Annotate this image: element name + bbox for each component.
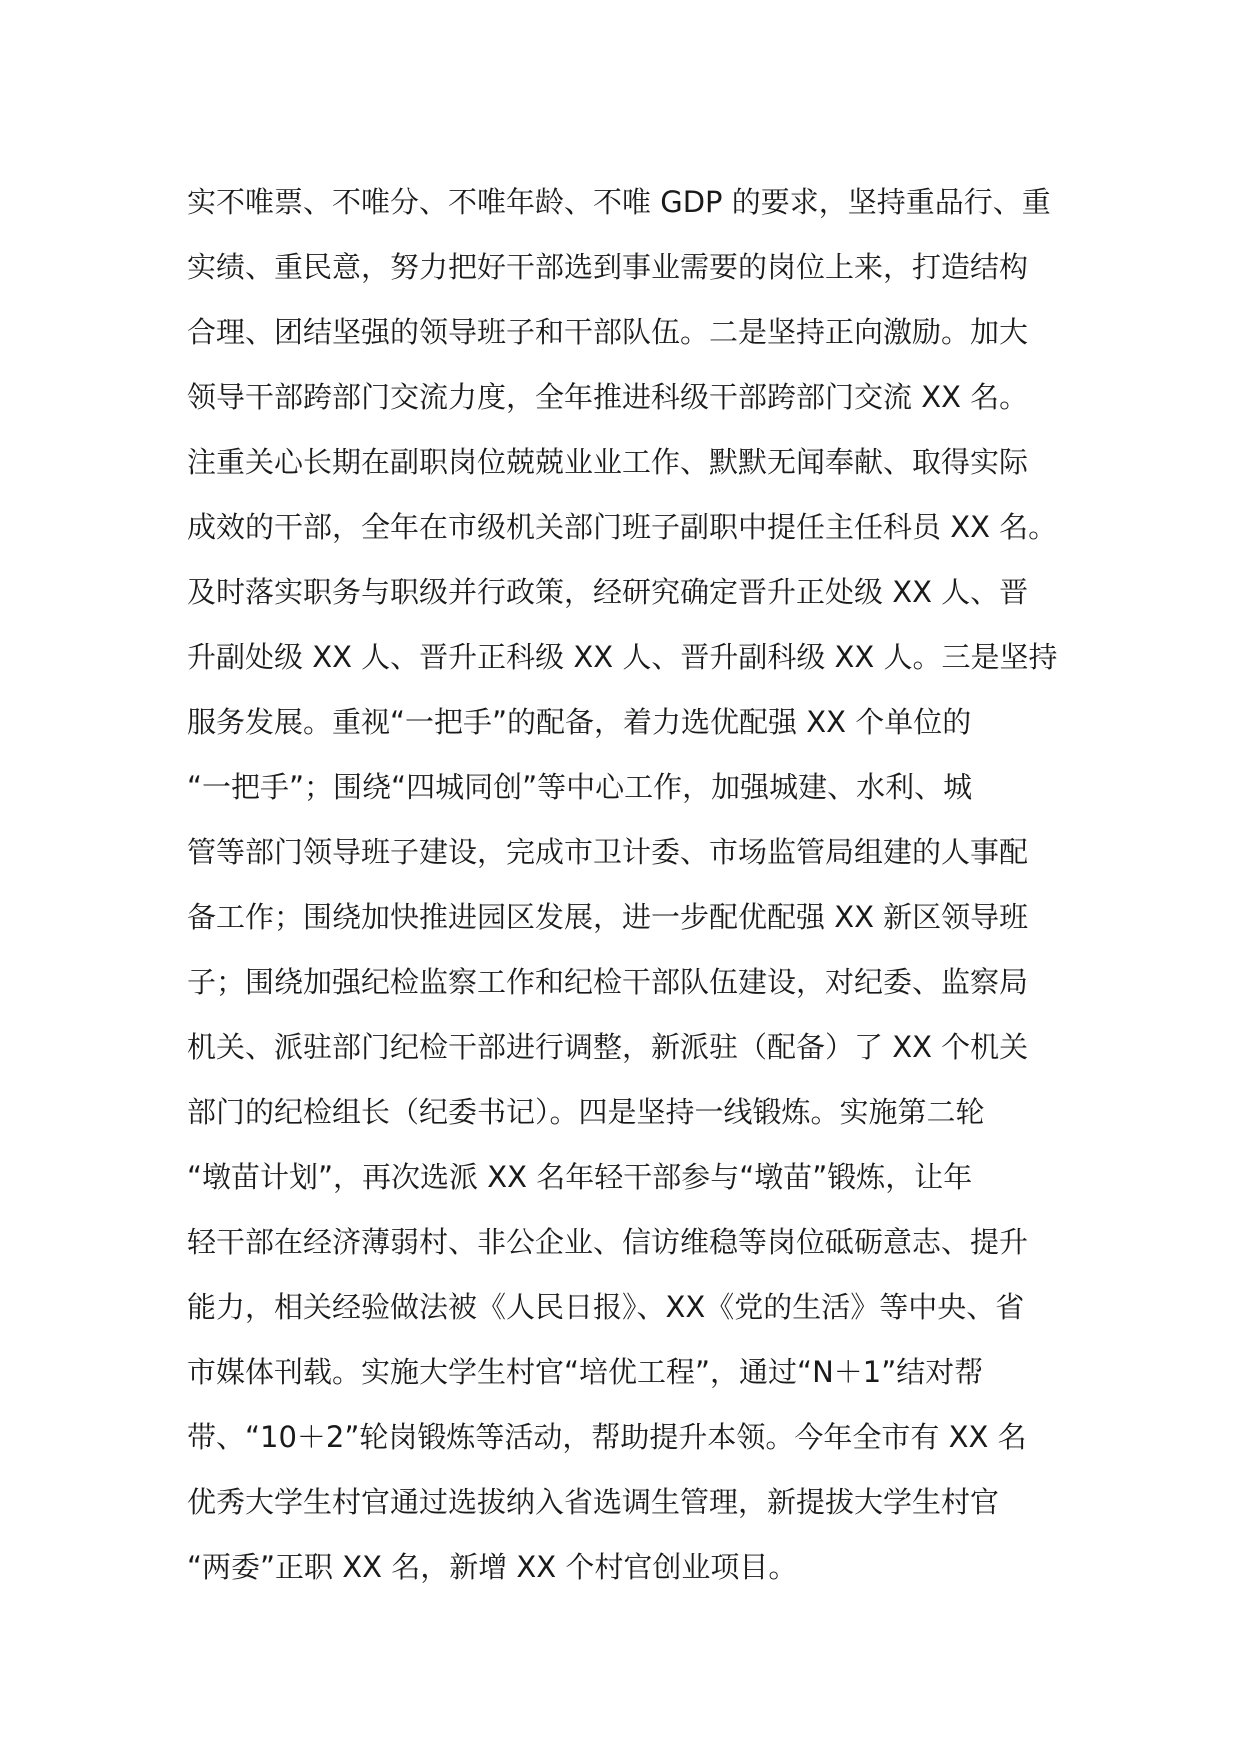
- paragraph-line: 轻干部在经济薄弱村、非公企业、信访维稳等岗位砥砺意志、提升: [187, 1225, 1029, 1259]
- paragraph-line: 领导干部跨部门交流力度，全年推进科级干部跨部门交流 XX 名。: [187, 380, 1029, 414]
- paragraph-line: 实不唯票、不唯分、不唯年龄、不唯 GDP 的要求，坚持重品行、重: [187, 185, 1051, 219]
- paragraph-line: “两委”正职 XX 名，新增 XX 个村官创业项目。: [187, 1550, 798, 1584]
- body-paragraph: [187, 170, 1067, 1600]
- paragraph-line: 市媒体刊载。实施大学生村官“培优工程”，通过“N＋1”结对帮: [187, 1355, 984, 1389]
- paragraph-line: 能力，相关经验做法被《人民日报》、XX《党的生活》等中央、省: [187, 1290, 1025, 1324]
- paragraph-line: 成效的干部，全年在市级机关部门班子副职中提任主任科员 XX 名。: [187, 510, 1058, 544]
- paragraph-line: 部门的纪检组长（纪委书记）。四是坚持一线锻炼。实施第二轮: [187, 1095, 985, 1129]
- paragraph-line: 及时落实职务与职级并行政策，经研究确定晋升正处级 XX 人、晋: [187, 575, 1029, 609]
- paragraph-line: “墩苗计划”，再次选派 XX 名年轻干部参与“墩苗”锻炼，让年: [187, 1160, 973, 1194]
- paragraph-line: 升副处级 XX 人、晋升正科级 XX 人、晋升副科级 XX 人。三是坚持: [187, 640, 1058, 674]
- paragraph-line: 服务发展。重视“一把手”的配备，着力选优配强 XX 个单位的: [187, 705, 972, 739]
- paragraph-line: 备工作；围绕加快推进园区发展，进一步配优配强 XX 新区领导班: [187, 900, 1029, 934]
- paragraph-line: 合理、团结坚强的领导班子和干部队伍。二是坚持正向激励。加大: [187, 315, 1029, 349]
- paragraph-line: 管等部门领导班子建设，完成市卫计委、市场监管局组建的人事配: [187, 835, 1029, 869]
- paragraph-line: 实绩、重民意，努力把好干部选到事业需要的岗位上来，打造结构: [187, 250, 1029, 284]
- paragraph-line: “一把手”；围绕“四城同创”等中心工作，加强城建、水利、城: [187, 770, 973, 804]
- paragraph-line: 子；围绕加强纪检监察工作和纪检干部队伍建设，对纪委、监察局: [187, 965, 1029, 999]
- paragraph-line: 优秀大学生村官通过选拔纳入省选调生管理，新提拔大学生村官: [187, 1485, 1000, 1519]
- paragraph-line: 带、“10＋2”轮岗锻炼等活动，帮助提升本领。今年全市有 XX 名: [187, 1420, 1027, 1454]
- paragraph-line: 机关、派驻部门纪检干部进行调整，新派驻（配备）了 XX 个机关: [187, 1030, 1029, 1064]
- paragraph-line: 注重关心长期在副职岗位兢兢业业工作、默默无闻奉献、取得实际: [187, 445, 1029, 479]
